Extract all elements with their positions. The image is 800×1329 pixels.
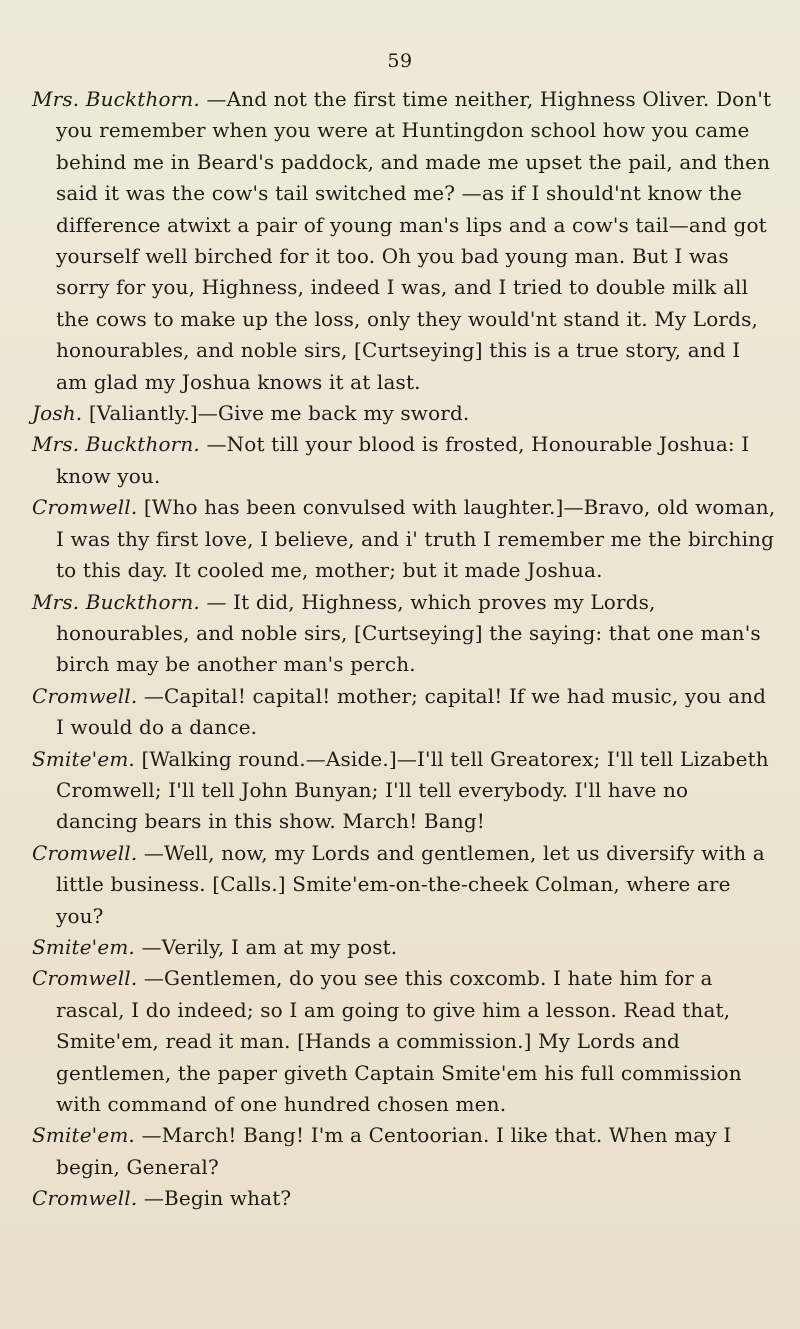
speaker-name: Cromwell.: [32, 840, 138, 865]
speech-8: [32, 838, 776, 932]
speech-text: —Begin what?: [143, 1186, 292, 1211]
speaker-name: Mrs. Buckthorn.: [32, 589, 200, 614]
speech-text: [Who has been convulsed with laughter.]—Bravo, old woman, I was thy first love, I believe, and i' truth I remember me the birching to this day. It cooled me, mother; but it made Joshua.: [56, 495, 776, 583]
speaker-name: Josh.: [32, 401, 83, 426]
speaker-name: Mrs. Buckthorn.: [32, 432, 200, 457]
speaker-name: Cromwell.: [32, 683, 138, 708]
speech-9: [32, 932, 776, 963]
speaker-name: Cromwell.: [32, 1186, 138, 1211]
speech-text: —Verily, I am at my post.: [141, 934, 398, 959]
speech-7: [32, 744, 776, 838]
speech-6: [32, 681, 776, 744]
speech-4: [32, 492, 776, 586]
speaker-name: Mrs. Buckthorn.: [32, 87, 200, 111]
speech-2: [32, 398, 776, 429]
speaker-name: Cromwell.: [32, 495, 138, 520]
speech-1: [32, 84, 776, 398]
speaker-name: Smite'em.: [32, 934, 135, 959]
speech-text: — It did, Highness, which proves my Lords, honourables, and noble sirs, [Curtseying] the saying: that one man's birch may be another man's perch.: [56, 589, 761, 677]
speech-text: [Walking round.—Aside.]—I'll tell Greatorex; I'll tell Lizabeth Cromwell; I'll tell John Bunyan; I'll tell everybody. I'll have no dancing bears in this show. March! Bang!: [56, 746, 769, 834]
speech-text: —Not till your blood is frosted, Honourable Joshua: I know you.: [56, 432, 750, 488]
speech-text: —Capital! capital! mother; capital! If we had music, you and I would do a dance.: [56, 683, 767, 740]
dialogue-text: [32, 84, 776, 1215]
speech-3: [32, 429, 776, 492]
speech-12: [32, 1183, 776, 1214]
speech-text: —Well, now, my Lords and gentlemen, let us diversify with a little business. [Calls.] Smite'em-on-the-cheek Colman, where are you?: [56, 840, 765, 928]
speech-text: [Valiantly.]—Give me back my sword.: [88, 401, 470, 426]
speech-11: [32, 1120, 776, 1183]
page-number: 59: [387, 50, 413, 72]
speech-text: —And not the first time neither, Highness Oliver. Don't you remember when you were at Huntingdon school how you came behind me in Beard's paddock, and made me upset the pail, and then said it was the cow's tail switched me? —as if I should'nt know the difference atwixt a pair of young man's lips and a cow's tail—and got yourself well birched for it too. Oh you bad young man. But I was sorry for you, Highness, indeed I was, and I tried to double milk all the cows to make up the loss, only they would'nt stand it. My Lords, honourables, and noble sirs, [Curtseying] this is a true story, and I am glad my Joshua knows it at last.: [56, 87, 772, 394]
speaker-name: Smite'em.: [32, 1123, 135, 1148]
speech-text: —March! Bang! I'm a Centoorian. I like that. When may I begin, General?: [56, 1123, 732, 1179]
speaker-name: Cromwell.: [32, 966, 138, 991]
speaker-name: Smite'em.: [32, 746, 135, 771]
speech-5: [32, 587, 776, 681]
speech-text: —Gentlemen, do you see this coxcomb. I hate him for a rascal, I do indeed; so I am going to give him a lesson. Read that, Smite'em, read it man. [Hands a commission.] My Lords and gentlemen, the paper giveth Captain Smite'em his full commission with command of one hundred chosen men.: [56, 966, 742, 1116]
speech-10: [32, 963, 776, 1120]
